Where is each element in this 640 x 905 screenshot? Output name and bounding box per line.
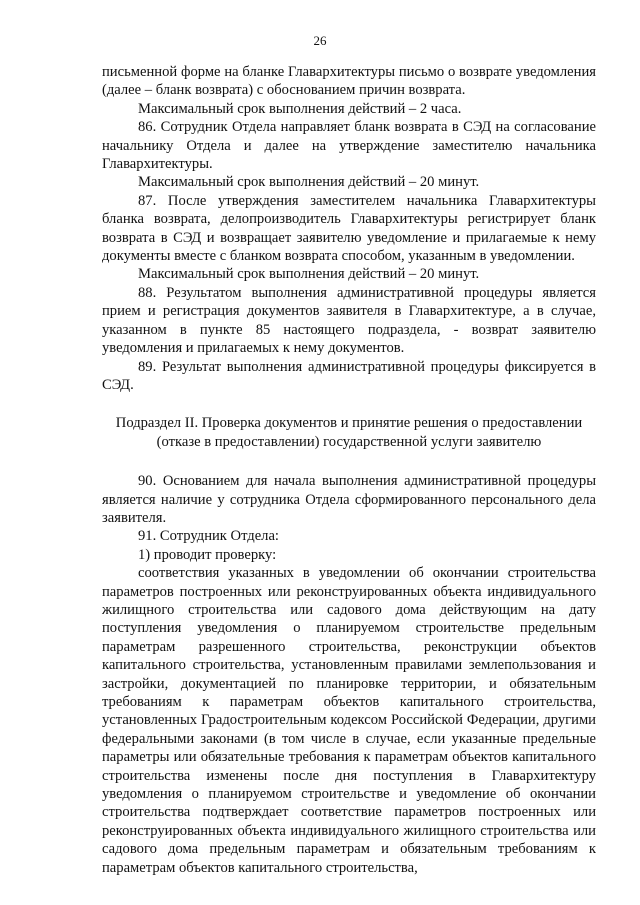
paragraph-max1: Максимальный срок выполнения действий – 2 часа. bbox=[138, 100, 462, 117]
section-top bbox=[102, 63, 596, 394]
paragraph-89: 89. Результат выполнения административной процедуры фиксируется в СЭД. bbox=[102, 358, 596, 393]
document-body bbox=[102, 63, 596, 877]
paragraph-88: 88. Результатом выполнения административной процедуры является прием и регистрация документов заявителя в Главархитектуре, а в случае, указанном в пункте 85 настоящего подраздела, - возврат заявителю уведомления и прилагаемых к нему документов. bbox=[102, 284, 596, 357]
paragraph-91-1: 1) проводит проверку: bbox=[138, 546, 277, 563]
paragraph-86: 86. Сотрудник Отдела направляет бланк возврата в СЭД на согласование начальнику Отдела и далее на утверждение заместителю начальника Главархитектуры. bbox=[102, 119, 596, 173]
paragraph-max2: Максимальный срок выполнения действий – 20 минут. bbox=[138, 174, 480, 191]
subsection-heading-line-2: (отказе в предоставлении) государственной услуги заявителю bbox=[156, 433, 542, 450]
paragraph-max3: Максимальный срок выполнения действий – 20 минут. bbox=[138, 266, 480, 283]
paragraph-91-1-text: соответствия указанных в уведомлении об окончании строительства параметров построенных или реконструированных объекта индивидуального жилищного строительства или садового дома действующим на дату поступления уведомления о планируемом строительстве предельным параметрам разрешенного строительства, реконструкции объектов капитального строительства, установленным правилами землепользования и застройки, документацией по планировке территории, и обязательным требованиям к параметрам объектов капитального строительства, установленных Градостроительным кодексом Российской Федерации, другими федеральными законами (в том числе в случае, если указанные предельные параметры или обязательные требования к параметрам объектов капитального строительства изменены после дня поступления в Главархитектуру уведомления о планируемом строительстве и уведомление об окончании строительства подтверждает соответствие параметров построенных или реконструированных объекта индивидуального жилищного строительства или садового дома предельным параметрам и обязательным требованиям к параметрам объектов капитального строительства, bbox=[102, 565, 596, 876]
paragraph-91: 91. Сотрудник Отдела: bbox=[138, 528, 279, 545]
paragraph-90: 90. Основанием для начала выполнения административной процедуры является наличие у сотрудника Отдела сформированного персонального дела заявителя. bbox=[102, 473, 596, 526]
paragraph-continue: письменной форме на бланке Главархитектуры письмо о возврате уведомления (далее – бланк возврата) с обоснованием причин возврата. bbox=[102, 64, 596, 99]
page-number: 26 bbox=[313, 33, 327, 48]
subsection-heading bbox=[102, 414, 596, 451]
section-bottom bbox=[102, 472, 596, 877]
subsection-heading-line-1: Подраздел II. Проверка документов и принятие решения о предоставлении bbox=[115, 415, 583, 432]
paragraph-87: 87. После утверждения заместителем начальника Главархитектуры бланка возврата, делопроизводитель Главархитектуры регистрирует бланк возврата в СЭД и возвращает заявителю уведомление и прилагаемые к нему документы вместе с бланком возврата способом, указанным в уведомлении. bbox=[102, 192, 596, 265]
